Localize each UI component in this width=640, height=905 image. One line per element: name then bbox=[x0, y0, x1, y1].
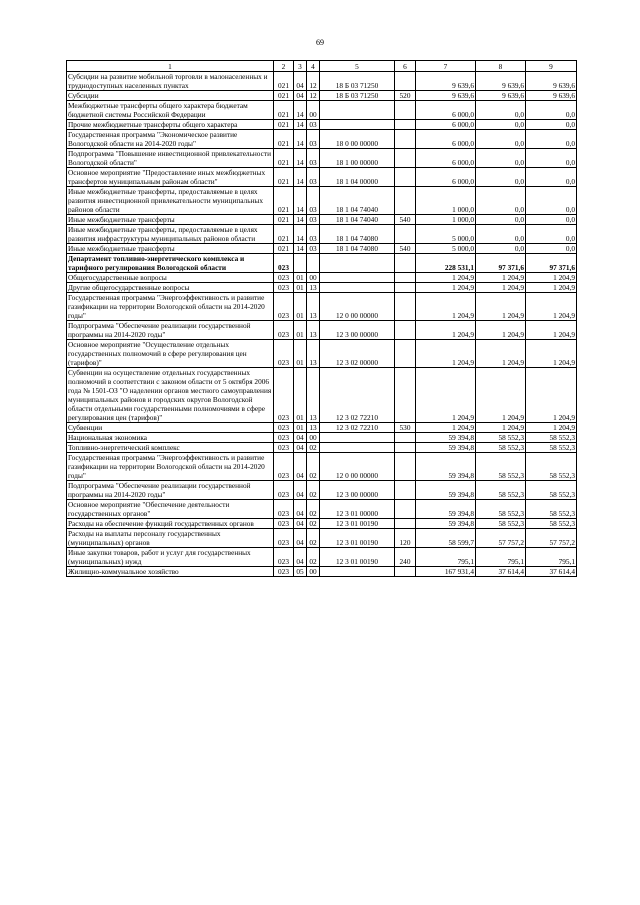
expense-type-cell: 120 bbox=[395, 529, 416, 548]
row-name-cell: Государственная программа "Экономическое развитие Вологодской области на 2014-2020 годы" bbox=[67, 130, 274, 149]
header-cell: 7 bbox=[416, 61, 476, 72]
expense-type-cell bbox=[395, 443, 416, 453]
amount-col9-cell: 0,0 bbox=[526, 215, 577, 225]
amount-col7-cell: 1 204,9 bbox=[416, 423, 476, 433]
header-cell: 9 bbox=[526, 61, 577, 72]
amount-col8-cell: 1 204,9 bbox=[476, 321, 526, 340]
amount-col7-cell: 59 394,8 bbox=[416, 481, 476, 500]
amount-col8-cell: 58 552,3 bbox=[476, 481, 526, 500]
section-code-cell: 01 bbox=[294, 293, 307, 321]
row-name-cell: Иные межбюджетные трансферты, предоставляемые в целях развития инфраструктуры муниципальных районов области bbox=[67, 225, 274, 244]
amount-col7-cell: 1 204,9 bbox=[416, 368, 476, 423]
section-code-cell: 01 bbox=[294, 340, 307, 368]
amount-col7-cell: 1 204,9 bbox=[416, 293, 476, 321]
amount-col9-cell: 0,0 bbox=[526, 244, 577, 254]
subsection-code-cell: 02 bbox=[307, 453, 320, 481]
expense-type-cell: 540 bbox=[395, 215, 416, 225]
target-article-cell bbox=[320, 567, 395, 577]
target-article-cell: 18 1 04 74080 bbox=[320, 225, 395, 244]
section-code-cell: 01 bbox=[294, 368, 307, 423]
section-code-cell: 01 bbox=[294, 321, 307, 340]
amount-col7-cell: 795,1 bbox=[416, 548, 476, 567]
amount-col8-cell: 0,0 bbox=[476, 149, 526, 168]
admin-code-cell: 023 bbox=[274, 321, 294, 340]
table-row bbox=[67, 101, 577, 120]
admin-code-cell: 023 bbox=[274, 340, 294, 368]
admin-code-cell: 023 bbox=[274, 368, 294, 423]
target-article-cell: 18 Б 03 71250 bbox=[320, 91, 395, 101]
table-row bbox=[67, 187, 577, 215]
table-row bbox=[67, 443, 577, 453]
subsection-code-cell: 13 bbox=[307, 293, 320, 321]
row-name-cell: Субсидии bbox=[67, 91, 274, 101]
amount-col8-cell: 1 204,9 bbox=[476, 273, 526, 283]
admin-code-cell: 021 bbox=[274, 120, 294, 130]
subsection-code-cell: 03 bbox=[307, 120, 320, 130]
amount-col8-cell: 58 552,3 bbox=[476, 433, 526, 443]
row-name-cell: Общегосударственные вопросы bbox=[67, 273, 274, 283]
target-article-cell: 18 1 04 74080 bbox=[320, 244, 395, 254]
budget-table bbox=[66, 60, 577, 577]
admin-code-cell: 023 bbox=[274, 481, 294, 500]
expense-type-cell bbox=[395, 273, 416, 283]
table-row bbox=[67, 519, 577, 529]
section-code-cell: 04 bbox=[294, 519, 307, 529]
amount-col9-cell: 58 552,3 bbox=[526, 433, 577, 443]
table-row bbox=[67, 120, 577, 130]
table-row bbox=[67, 529, 577, 548]
amount-col8-cell: 58 552,3 bbox=[476, 443, 526, 453]
section-code-cell: 14 bbox=[294, 168, 307, 187]
amount-col8-cell: 9 639,6 bbox=[476, 91, 526, 101]
amount-col9-cell: 795,1 bbox=[526, 548, 577, 567]
expense-type-cell bbox=[395, 225, 416, 244]
row-name-cell: Иные закупки товаров, работ и услуг для государственных (муниципальных) нужд bbox=[67, 548, 274, 567]
admin-code-cell: 021 bbox=[274, 101, 294, 120]
expense-type-cell bbox=[395, 120, 416, 130]
table-row bbox=[67, 321, 577, 340]
section-code-cell: 14 bbox=[294, 149, 307, 168]
subsection-code-cell: 02 bbox=[307, 519, 320, 529]
section-code-cell: 01 bbox=[294, 273, 307, 283]
admin-code-cell: 021 bbox=[274, 215, 294, 225]
amount-col8-cell: 9 639,6 bbox=[476, 72, 526, 91]
subsection-code-cell: 13 bbox=[307, 340, 320, 368]
section-code-cell: 04 bbox=[294, 91, 307, 101]
amount-col7-cell: 5 000,0 bbox=[416, 244, 476, 254]
target-article-cell: 12 0 00 00000 bbox=[320, 453, 395, 481]
row-name-cell: Основное мероприятие "Осуществление отдельных государственных полномочий в сфере регулирования цен (тарифов)" bbox=[67, 340, 274, 368]
admin-code-cell: 023 bbox=[274, 500, 294, 519]
expense-type-cell bbox=[395, 321, 416, 340]
subsection-code-cell: 13 bbox=[307, 321, 320, 340]
section-code-cell: 04 bbox=[294, 481, 307, 500]
amount-col7-cell: 1 204,9 bbox=[416, 273, 476, 283]
amount-col8-cell: 97 371,6 bbox=[476, 254, 526, 273]
admin-code-cell: 023 bbox=[274, 293, 294, 321]
amount-col8-cell: 1 204,9 bbox=[476, 293, 526, 321]
amount-col7-cell: 1 000,0 bbox=[416, 215, 476, 225]
admin-code-cell: 023 bbox=[274, 254, 294, 273]
target-article-cell: 18 1 04 74040 bbox=[320, 215, 395, 225]
amount-col8-cell: 1 204,9 bbox=[476, 423, 526, 433]
expense-type-cell bbox=[395, 500, 416, 519]
section-code-cell: 01 bbox=[294, 423, 307, 433]
amount-col8-cell: 57 757,2 bbox=[476, 529, 526, 548]
row-name-cell: Основное мероприятие "Обеспечение деятельности государственных органов" bbox=[67, 500, 274, 519]
amount-col7-cell: 58 599,7 bbox=[416, 529, 476, 548]
expense-type-cell bbox=[395, 340, 416, 368]
amount-col7-cell: 228 531,1 bbox=[416, 254, 476, 273]
subsection-code-cell: 03 bbox=[307, 244, 320, 254]
amount-col9-cell: 1 204,9 bbox=[526, 293, 577, 321]
admin-code-cell: 021 bbox=[274, 225, 294, 244]
row-name-cell: Топливно-энергетический комплекс bbox=[67, 443, 274, 453]
admin-code-cell: 023 bbox=[274, 433, 294, 443]
target-article-cell: 12 3 01 00000 bbox=[320, 500, 395, 519]
row-name-cell: Расходы на выплаты персоналу государственных (муниципальных) органов bbox=[67, 529, 274, 548]
amount-col7-cell: 59 394,8 bbox=[416, 500, 476, 519]
table-row bbox=[67, 168, 577, 187]
section-code-cell: 14 bbox=[294, 244, 307, 254]
subsection-code-cell: 12 bbox=[307, 72, 320, 91]
amount-col9-cell: 58 552,3 bbox=[526, 481, 577, 500]
table-row bbox=[67, 91, 577, 101]
amount-col8-cell: 0,0 bbox=[476, 101, 526, 120]
row-name-cell: Департамент топливно-энергетического комплекса и тарифного регулирования Вологодской области bbox=[67, 254, 274, 273]
admin-code-cell: 021 bbox=[274, 130, 294, 149]
amount-col7-cell: 6 000,0 bbox=[416, 120, 476, 130]
amount-col8-cell: 0,0 bbox=[476, 130, 526, 149]
subsection-code-cell: 00 bbox=[307, 101, 320, 120]
target-article-cell: 12 3 02 72210 bbox=[320, 423, 395, 433]
target-article-cell: 12 3 02 72210 bbox=[320, 368, 395, 423]
amount-col8-cell: 1 204,9 bbox=[476, 368, 526, 423]
page-number: 69 bbox=[316, 38, 324, 47]
amount-col9-cell: 9 639,6 bbox=[526, 91, 577, 101]
admin-code-cell: 023 bbox=[274, 567, 294, 577]
row-name-cell: Жилищно-коммунальное хозяйство bbox=[67, 567, 274, 577]
amount-col8-cell: 0,0 bbox=[476, 120, 526, 130]
subsection-code-cell: 03 bbox=[307, 187, 320, 215]
amount-col8-cell: 1 204,9 bbox=[476, 340, 526, 368]
section-code-cell: 14 bbox=[294, 130, 307, 149]
table-row bbox=[67, 254, 577, 273]
row-name-cell: Основное мероприятие "Предоставление иных межбюджетных трансфертов муниципальным районам области" bbox=[67, 168, 274, 187]
amount-col7-cell: 1 204,9 bbox=[416, 340, 476, 368]
expense-type-cell bbox=[395, 168, 416, 187]
target-article-cell bbox=[320, 433, 395, 443]
header-cell: 6 bbox=[395, 61, 416, 72]
header-cell: 4 bbox=[307, 61, 320, 72]
subsection-code-cell: 02 bbox=[307, 443, 320, 453]
table-row bbox=[67, 340, 577, 368]
subsection-code-cell: 13 bbox=[307, 283, 320, 293]
header-row bbox=[67, 61, 577, 72]
target-article-cell: 18 1 00 00000 bbox=[320, 149, 395, 168]
target-article-cell: 12 3 00 00000 bbox=[320, 321, 395, 340]
target-article-cell bbox=[320, 254, 395, 273]
amount-col7-cell: 6 000,0 bbox=[416, 130, 476, 149]
section-code-cell: 14 bbox=[294, 120, 307, 130]
amount-col8-cell: 0,0 bbox=[476, 187, 526, 215]
target-article-cell: 12 0 00 00000 bbox=[320, 293, 395, 321]
amount-col7-cell: 59 394,8 bbox=[416, 433, 476, 443]
table-row bbox=[67, 481, 577, 500]
header-cell: 2 bbox=[274, 61, 294, 72]
amount-col9-cell: 37 614,4 bbox=[526, 567, 577, 577]
amount-col7-cell: 9 639,6 bbox=[416, 72, 476, 91]
expense-type-cell bbox=[395, 481, 416, 500]
amount-col9-cell: 1 204,9 bbox=[526, 283, 577, 293]
row-name-cell: Субвенции bbox=[67, 423, 274, 433]
table-row bbox=[67, 368, 577, 423]
section-code-cell: 14 bbox=[294, 101, 307, 120]
expense-type-cell bbox=[395, 130, 416, 149]
amount-col9-cell: 0,0 bbox=[526, 101, 577, 120]
amount-col9-cell: 97 371,6 bbox=[526, 254, 577, 273]
expense-type-cell: 530 bbox=[395, 423, 416, 433]
row-name-cell: Подпрограмма "Повышение инвестиционной привлекательности Вологодской области" bbox=[67, 149, 274, 168]
amount-col8-cell: 0,0 bbox=[476, 168, 526, 187]
amount-col8-cell: 58 552,3 bbox=[476, 519, 526, 529]
amount-col7-cell: 1 000,0 bbox=[416, 187, 476, 215]
row-name-cell: Государственная программа "Энергоэффективность и развитие газификации на территории Вологодской области на 2014-2020 годы" bbox=[67, 293, 274, 321]
subsection-code-cell: 02 bbox=[307, 481, 320, 500]
amount-col9-cell: 58 552,3 bbox=[526, 453, 577, 481]
amount-col8-cell: 0,0 bbox=[476, 244, 526, 254]
expense-type-cell bbox=[395, 519, 416, 529]
table-row bbox=[67, 225, 577, 244]
section-code-cell: 14 bbox=[294, 187, 307, 215]
amount-col7-cell: 1 204,9 bbox=[416, 321, 476, 340]
target-article-cell: 12 3 00 00000 bbox=[320, 481, 395, 500]
header-cell: 5 bbox=[320, 61, 395, 72]
admin-code-cell: 023 bbox=[274, 548, 294, 567]
row-name-cell: Национальная экономика bbox=[67, 433, 274, 443]
amount-col8-cell: 0,0 bbox=[476, 215, 526, 225]
admin-code-cell: 021 bbox=[274, 91, 294, 101]
expense-type-cell bbox=[395, 149, 416, 168]
amount-col8-cell: 795,1 bbox=[476, 548, 526, 567]
table-row bbox=[67, 130, 577, 149]
subsection-code-cell: 13 bbox=[307, 368, 320, 423]
target-article-cell bbox=[320, 120, 395, 130]
amount-col7-cell: 59 394,8 bbox=[416, 453, 476, 481]
expense-type-cell bbox=[395, 101, 416, 120]
section-code-cell: 04 bbox=[294, 453, 307, 481]
admin-code-cell: 023 bbox=[274, 453, 294, 481]
amount-col9-cell: 0,0 bbox=[526, 120, 577, 130]
amount-col9-cell: 0,0 bbox=[526, 149, 577, 168]
amount-col9-cell: 0,0 bbox=[526, 168, 577, 187]
table-row bbox=[67, 453, 577, 481]
admin-code-cell: 023 bbox=[274, 273, 294, 283]
amount-col8-cell: 1 204,9 bbox=[476, 283, 526, 293]
target-article-cell: 18 1 04 74040 bbox=[320, 187, 395, 215]
target-article-cell: 18 1 04 00000 bbox=[320, 168, 395, 187]
subsection-code-cell: 03 bbox=[307, 225, 320, 244]
row-name-cell: Межбюджетные трансферты общего характера бюджетам бюджетной системы Российской Федерации bbox=[67, 101, 274, 120]
row-name-cell: Подпрограмма "Обеспечение реализации государственной программы на 2014-2020 годы" bbox=[67, 321, 274, 340]
subsection-code-cell: 03 bbox=[307, 168, 320, 187]
table-row bbox=[67, 423, 577, 433]
header-cell: 8 bbox=[476, 61, 526, 72]
target-article-cell bbox=[320, 283, 395, 293]
table-row bbox=[67, 283, 577, 293]
amount-col7-cell: 1 204,9 bbox=[416, 283, 476, 293]
subsection-code-cell: 02 bbox=[307, 529, 320, 548]
section-code-cell: 04 bbox=[294, 72, 307, 91]
subsection-code-cell: 02 bbox=[307, 500, 320, 519]
amount-col9-cell: 9 639,6 bbox=[526, 72, 577, 91]
table-row bbox=[67, 149, 577, 168]
amount-col7-cell: 9 639,6 bbox=[416, 91, 476, 101]
admin-code-cell: 021 bbox=[274, 244, 294, 254]
expense-type-cell bbox=[395, 283, 416, 293]
target-article-cell: 12 3 01 00190 bbox=[320, 519, 395, 529]
row-name-cell: Иные межбюджетные трансферты, предоставляемые в целях развития инвестиционной привлекательности муниципальных районов области bbox=[67, 187, 274, 215]
amount-col9-cell: 1 204,9 bbox=[526, 368, 577, 423]
amount-col7-cell: 167 931,4 bbox=[416, 567, 476, 577]
amount-col9-cell: 0,0 bbox=[526, 187, 577, 215]
amount-col8-cell: 58 552,3 bbox=[476, 500, 526, 519]
expense-type-cell: 520 bbox=[395, 91, 416, 101]
expense-type-cell bbox=[395, 72, 416, 91]
section-code-cell bbox=[294, 254, 307, 273]
target-article-cell: 12 3 01 00190 bbox=[320, 548, 395, 567]
row-name-cell: Субсидии на развитие мобильной торговли в малонаселенных и труднодоступных населенных пунктах bbox=[67, 72, 274, 91]
row-name-cell: Другие общегосударственные вопросы bbox=[67, 283, 274, 293]
table-row bbox=[67, 273, 577, 283]
admin-code-cell: 023 bbox=[274, 423, 294, 433]
target-article-cell: 12 3 02 00000 bbox=[320, 340, 395, 368]
row-name-cell: Иные межбюджетные трансферты bbox=[67, 215, 274, 225]
section-code-cell: 14 bbox=[294, 225, 307, 244]
amount-col7-cell: 59 394,8 bbox=[416, 443, 476, 453]
subsection-code-cell: 02 bbox=[307, 548, 320, 567]
table-row bbox=[67, 548, 577, 567]
amount-col8-cell: 0,0 bbox=[476, 225, 526, 244]
amount-col9-cell: 1 204,9 bbox=[526, 340, 577, 368]
amount-col9-cell: 1 204,9 bbox=[526, 321, 577, 340]
subsection-code-cell: 13 bbox=[307, 423, 320, 433]
expense-type-cell: 240 bbox=[395, 548, 416, 567]
amount-col7-cell: 5 000,0 bbox=[416, 225, 476, 244]
section-code-cell: 04 bbox=[294, 548, 307, 567]
target-article-cell bbox=[320, 101, 395, 120]
header-cell: 3 bbox=[294, 61, 307, 72]
amount-col9-cell: 57 757,2 bbox=[526, 529, 577, 548]
amount-col7-cell: 59 394,8 bbox=[416, 519, 476, 529]
amount-col7-cell: 6 000,0 bbox=[416, 101, 476, 120]
subsection-code-cell: 03 bbox=[307, 215, 320, 225]
target-article-cell bbox=[320, 443, 395, 453]
table-row bbox=[67, 500, 577, 519]
row-name-cell: Расходы на обеспечение функций государственных органов bbox=[67, 519, 274, 529]
row-name-cell: Подпрограмма "Обеспечение реализации государственной программы на 2014-2020 годы" bbox=[67, 481, 274, 500]
expense-type-cell bbox=[395, 293, 416, 321]
table-row bbox=[67, 72, 577, 91]
subsection-code-cell: 00 bbox=[307, 567, 320, 577]
table-row bbox=[67, 293, 577, 321]
amount-col9-cell: 58 552,3 bbox=[526, 519, 577, 529]
table-row bbox=[67, 215, 577, 225]
expense-type-cell bbox=[395, 433, 416, 443]
admin-code-cell: 023 bbox=[274, 443, 294, 453]
subsection-code-cell: 03 bbox=[307, 130, 320, 149]
section-code-cell: 04 bbox=[294, 433, 307, 443]
row-name-cell: Прочие межбюджетные трансферты общего характера bbox=[67, 120, 274, 130]
row-name-cell: Государственная программа "Энергоэффективность и развитие газификации на территории Вологодской области на 2014-2020 годы" bbox=[67, 453, 274, 481]
admin-code-cell: 021 bbox=[274, 168, 294, 187]
target-article-cell: 18 Б 03 71250 bbox=[320, 72, 395, 91]
admin-code-cell: 021 bbox=[274, 149, 294, 168]
table-row bbox=[67, 567, 577, 577]
amount-col7-cell: 6 000,0 bbox=[416, 168, 476, 187]
expense-type-cell bbox=[395, 368, 416, 423]
amount-col9-cell: 0,0 bbox=[526, 130, 577, 149]
target-article-cell bbox=[320, 273, 395, 283]
amount-col9-cell: 58 552,3 bbox=[526, 500, 577, 519]
amount-col9-cell: 1 204,9 bbox=[526, 273, 577, 283]
subsection-code-cell: 12 bbox=[307, 91, 320, 101]
row-name-cell: Субвенции на осуществление отдельных государственных полномочий в соответствии с законом области от 5 октября 2006 года № 1501-ОЗ "О наделении органов местного самоуправления муниципальных районов и городских округов Вологодской области отдельными государственными полномочиями в сфере регулирования цен (тарифов)" bbox=[67, 368, 274, 423]
admin-code-cell: 023 bbox=[274, 529, 294, 548]
section-code-cell: 04 bbox=[294, 529, 307, 548]
row-name-cell: Иные межбюджетные трансферты bbox=[67, 244, 274, 254]
section-code-cell: 04 bbox=[294, 500, 307, 519]
amount-col7-cell: 6 000,0 bbox=[416, 149, 476, 168]
admin-code-cell: 021 bbox=[274, 187, 294, 215]
expense-type-cell bbox=[395, 567, 416, 577]
section-code-cell: 04 bbox=[294, 443, 307, 453]
section-code-cell: 14 bbox=[294, 215, 307, 225]
subsection-code-cell bbox=[307, 254, 320, 273]
amount-col8-cell: 58 552,3 bbox=[476, 453, 526, 481]
subsection-code-cell: 00 bbox=[307, 273, 320, 283]
header-cell: 1 bbox=[67, 61, 274, 72]
expense-type-cell: 540 bbox=[395, 244, 416, 254]
admin-code-cell: 023 bbox=[274, 519, 294, 529]
expense-type-cell bbox=[395, 254, 416, 273]
amount-col8-cell: 37 614,4 bbox=[476, 567, 526, 577]
target-article-cell: 18 0 00 00000 bbox=[320, 130, 395, 149]
target-article-cell: 12 3 01 00190 bbox=[320, 529, 395, 548]
table-row bbox=[67, 244, 577, 254]
admin-code-cell: 023 bbox=[274, 283, 294, 293]
amount-col9-cell: 1 204,9 bbox=[526, 423, 577, 433]
table-row bbox=[67, 433, 577, 443]
section-code-cell: 01 bbox=[294, 283, 307, 293]
expense-type-cell bbox=[395, 187, 416, 215]
subsection-code-cell: 03 bbox=[307, 149, 320, 168]
amount-col9-cell: 0,0 bbox=[526, 225, 577, 244]
expense-type-cell bbox=[395, 453, 416, 481]
section-code-cell: 05 bbox=[294, 567, 307, 577]
admin-code-cell: 021 bbox=[274, 72, 294, 91]
amount-col9-cell: 58 552,3 bbox=[526, 443, 577, 453]
subsection-code-cell: 00 bbox=[307, 433, 320, 443]
